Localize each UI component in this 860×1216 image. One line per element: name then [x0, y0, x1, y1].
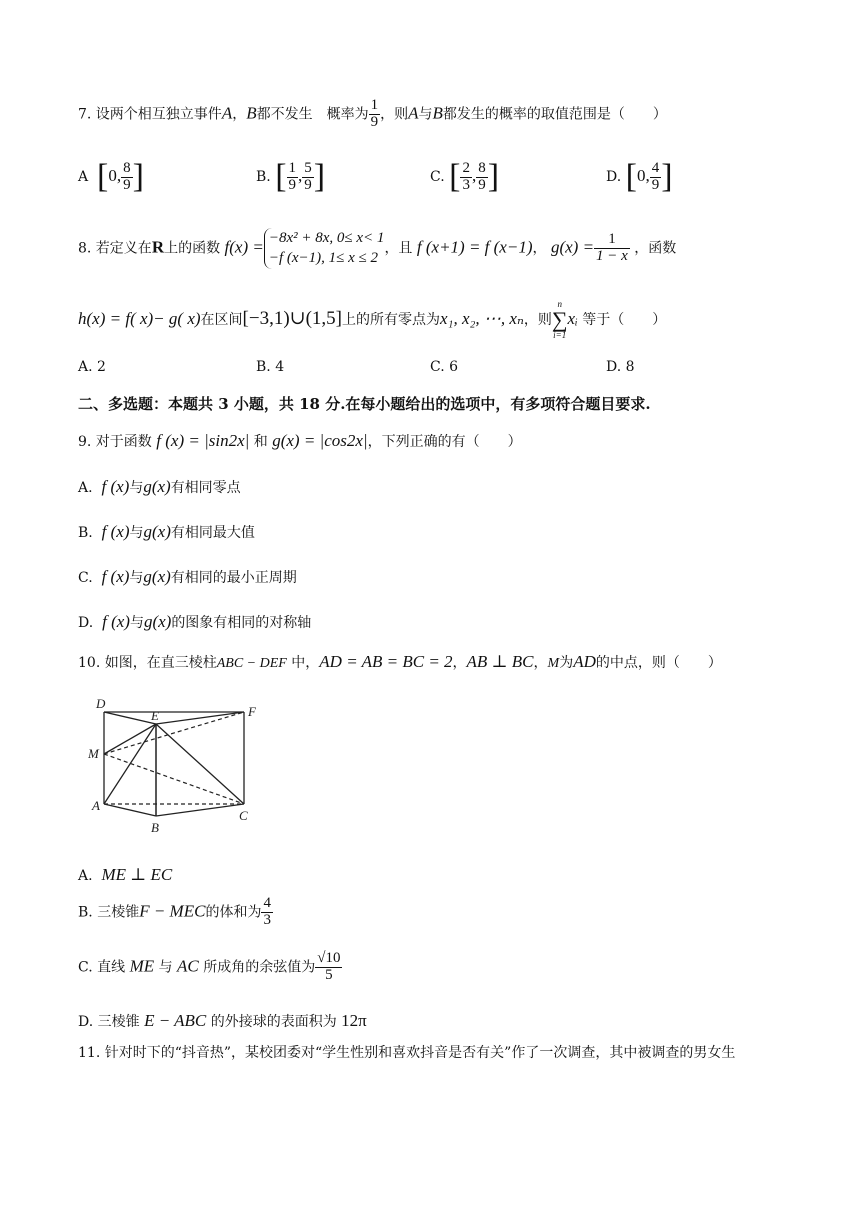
q8-option-a: A. 2 — [78, 359, 106, 375]
label-b: B — [151, 820, 159, 835]
q8-option-d: D. 8 — [606, 359, 635, 375]
q11-stem: 11. 针对时下的“抖音热”，某校团委对“学生性别和喜欢抖音是否有关”作了一次调查，其中被调查的男女生 — [78, 1045, 736, 1061]
q10-option-b: B. 三棱锥F − MEC的体和为 $\frac{4}{3}$ — [78, 895, 271, 928]
q7-option-a: A [0, $\frac{8}{9}$ ] — [78, 158, 144, 195]
label-f: F — [248, 704, 256, 719]
q8-sum: n ∑ i=1 — [551, 299, 568, 340]
label-d: D — [96, 696, 106, 711]
q8-option-b: B. 4 — [256, 359, 285, 375]
section-2-heading: 二、多选题：本题共 3 小题，共 18 分.在每小题给出的选项中，有多项符合题目要求. — [78, 395, 651, 413]
q7-option-d: D. [0, $\frac{4}{9}$ ] — [606, 158, 673, 195]
q8-option-c: C. 6 — [430, 359, 459, 375]
q8-piecewise: −8x² + 8x, 0≤ x< 1 −f (x−1), 1≤ x ≤ 2 — [264, 228, 385, 269]
q9-option-b: B. f (x)与g(x)有相同最大值 — [78, 522, 255, 541]
q9-option-a: A. f (x)与g(x)有相同零点 — [78, 477, 241, 496]
q7-frac: $\frac{1}{9}$ — [370, 97, 379, 130]
prism-figure — [88, 692, 268, 842]
q10-option-c: C. 直线 ME 与 AC 所成角的余弦值为 $\frac{√10}{5}$ — [78, 950, 341, 983]
q7-stem: 7. 设两个相互独立事件A，B都不发生 概率为 $\frac{1}{9}$ ，则A与B都发生的概率的取值范围是（ ） — [78, 97, 667, 130]
label-e: E — [151, 708, 159, 723]
q9-option-c: C. f (x)与g(x)有相同的最小正周期 — [78, 567, 297, 586]
q10-stem: 10. 如图，在直三棱柱ABC − DEF 中，AD = AB = BC = 2，AB ⊥ BC，M为AD的中点，则（ ） — [78, 652, 722, 671]
q7-option-c: C. [ $\frac{2}{3}$ , $\frac{8}{9}$ ] — [430, 158, 500, 195]
label-c: C — [239, 808, 248, 823]
q9-stem: 9. 对于函数 f (x) = |sin2x| 和 g(x) = |cos2x|，下列正确的有（ ） — [78, 431, 522, 450]
q10-option-a: A. ME ⊥ EC — [78, 865, 173, 884]
q10-option-d: D. 三棱锥 E − ABC 的外接球的表面积为 12π — [78, 1011, 367, 1030]
q9-option-d: D. f (x)与g(x)的图象有相同的对称轴 — [78, 612, 312, 631]
q8-line2: h(x) = f( x)− g( x)在区间[−3,1)∪(1,5]上的所有零点为x₁, x₂, ⋯, xₙ，则 n ∑ i=1 xᵢ 等于（ ） — [78, 299, 667, 340]
q7-option-b: B. [ $\frac{1}{9}$ , $\frac{5}{9}$ ] — [256, 158, 326, 195]
label-m: M — [88, 746, 99, 761]
q8-line1: 8. 若定义在R上的函数 f(x) = −8x² + 8x, 0≤ x< 1 −f (x−1), 1≤ x ≤ 2 ，且 f (x+1) = f (x−1)， g(x) = $\frac{1}{1 - x}$ ，函数 — [78, 228, 676, 269]
label-a: A — [92, 798, 100, 813]
